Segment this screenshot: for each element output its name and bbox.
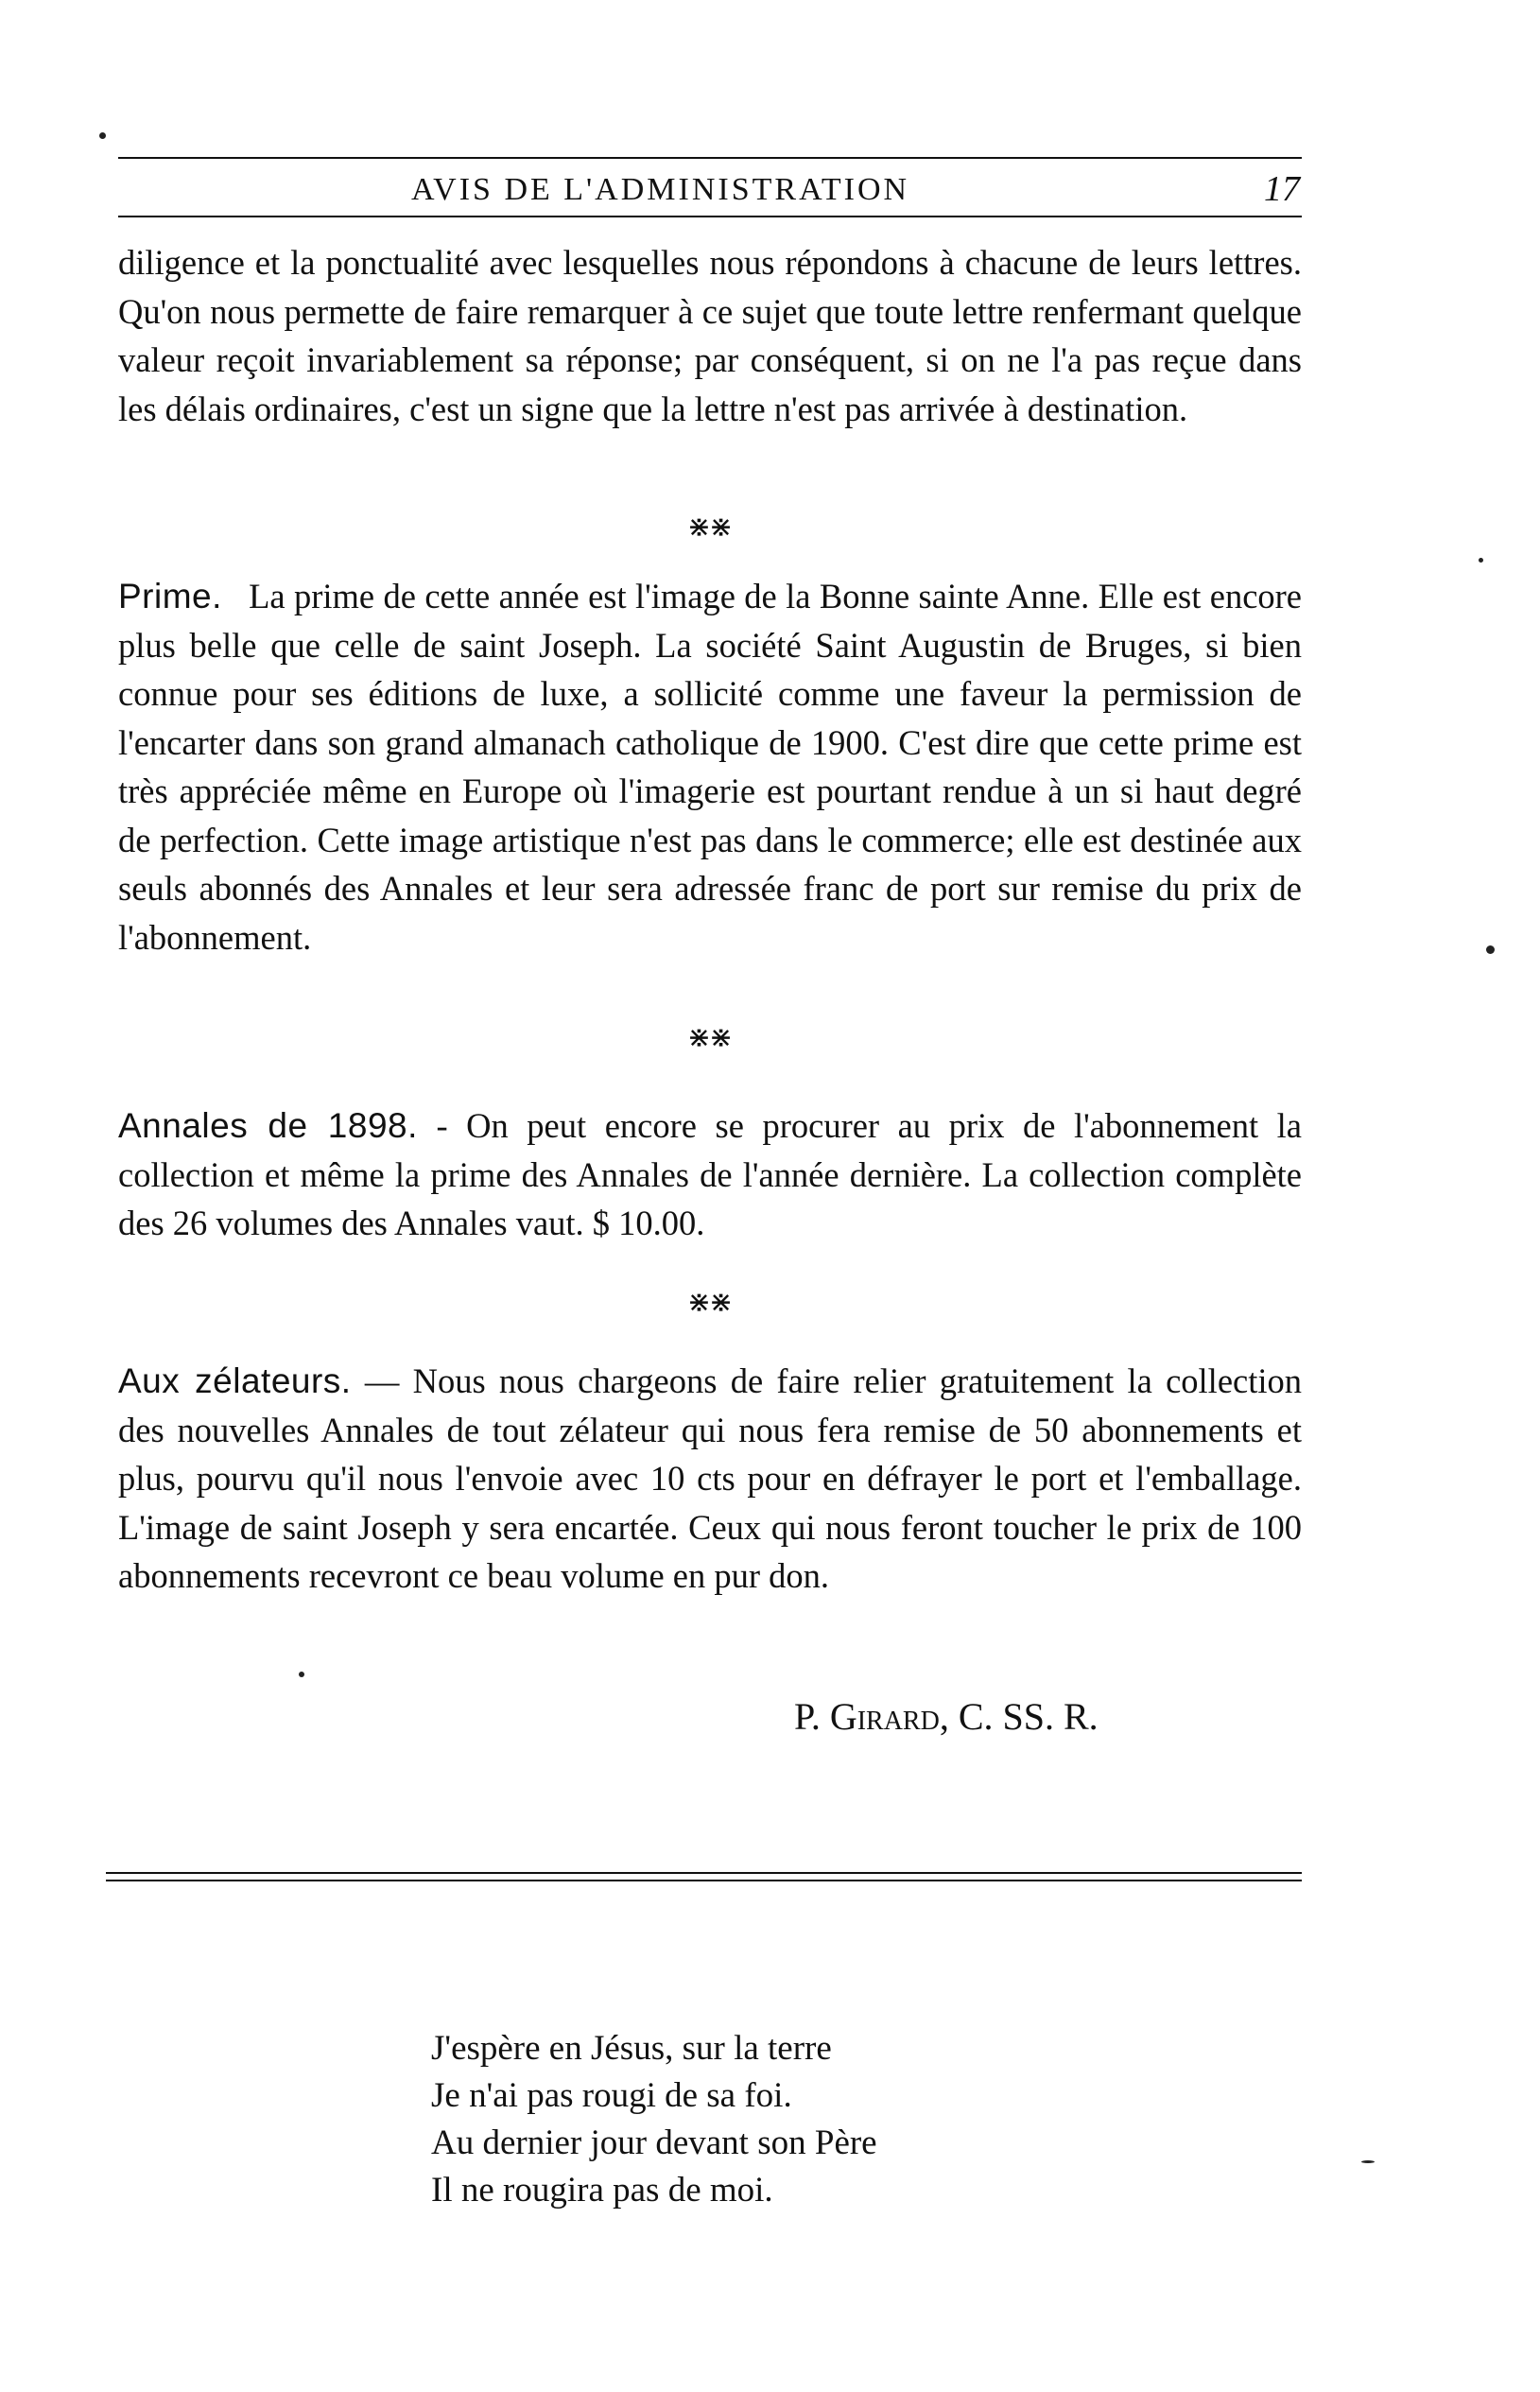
poem-line: Il ne rougira pas de moi. <box>431 2171 773 2210</box>
section-prime-heading: Prime. <box>118 577 222 615</box>
section-separator-ornament: ⋇⋇ <box>686 511 732 543</box>
section-annales <box>118 1101 1302 1248</box>
section-zelateurs-text: — Nous nous chargeons de faire relier gratuitement la collection des nouvelles Annales de tout zélateur qui nous fera remise de 50 abonnements et plus, pourvu qu'il nous l'envoie avec 10 cts pour en défrayer le port et l'emballage. L'image de saint Joseph y sera encartée. Ceux qui nous feront toucher le prix de 100 abonnements recevront ce beau volume en pur don. <box>118 1361 1303 1595</box>
section-annales-heading: Annales de 1898. <box>118 1106 418 1145</box>
section-prime <box>118 572 1302 962</box>
scan-speck <box>1486 945 1495 954</box>
poem-line: Je n'ai pas rougi de sa foi. <box>431 2076 792 2115</box>
section-annales-text: - On peut encore se procurer au prix de l'abonnement la collection et même la prime des Annales de l'année dernière. La collection complète des 26 volumes des Annales vaut. $ 10.00. <box>118 1106 1302 1242</box>
intro-paragraph <box>118 238 1302 433</box>
scan-speck <box>99 132 106 139</box>
section-separator-ornament: ⋇⋇ <box>686 1022 732 1053</box>
poem-line: J'espère en Jésus, sur la terre <box>431 2029 832 2068</box>
header-top-rule <box>118 157 1302 159</box>
signature: P. Girard, C. SS. R. <box>794 1695 1099 1738</box>
running-header-title: AVIS DE L'ADMINISTRATION <box>411 172 910 207</box>
section-zelateurs <box>118 1357 1302 1601</box>
divider-rule-top <box>106 1872 1302 1874</box>
running-header <box>118 169 1300 210</box>
scan-speck <box>1361 2160 1375 2163</box>
scan-speck <box>1479 558 1483 563</box>
section-prime-text: La prime de cette année est l'image de la Bonne sainte Anne. Elle est encore plus belle que celle de saint Joseph. La société Saint Augustin de Bruges, si bien connue pour ses éditions de luxe, a sollicité comme une faveur la permission de l'encarter dans son grand almanach catholique de 1900. C'est dire que cette prime est très appréciée même en Europe où l'imagerie est pourtant rendue à un si haut degré de perfection. Cette image artistique n'est pas dans le commerce; elle est destinée aux seuls abonnés des Annales et leur sera adressée franc de port sur remise du prix de l'abonnement. <box>118 577 1302 957</box>
poem-line: Au dernier jour devant son Père <box>431 2123 877 2162</box>
section-zelateurs-heading: Aux zélateurs. <box>118 1361 352 1400</box>
page-number: 17 <box>1264 169 1300 209</box>
intro-text: diligence et la ponctualité avec lesquelles nous répondons à chacune de leurs lettres. Qu'on nous permette de faire remarquer à ce sujet que toute lettre renfermant quelque valeur reçoit invariablement sa réponse; par conséquent, si on ne l'a pas reçue dans les délais ordinaires, c'est un signe que la lettre n'est pas arrivée à destination. <box>118 243 1302 428</box>
closing-poem <box>431 2025 877 2214</box>
section-separator-ornament: ⋇⋇ <box>686 1287 732 1318</box>
scan-speck <box>299 1672 304 1677</box>
divider-rule-bottom <box>106 1880 1302 1881</box>
header-bottom-rule <box>118 216 1302 217</box>
